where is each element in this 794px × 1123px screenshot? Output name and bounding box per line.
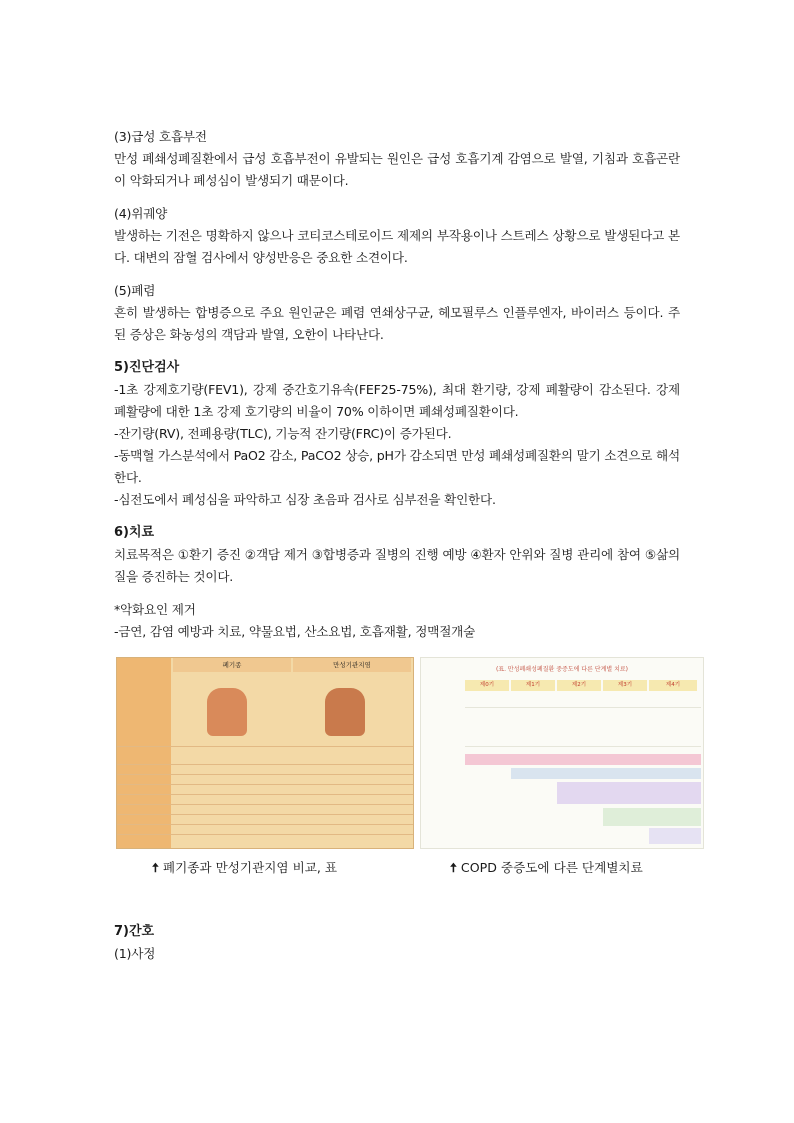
emphysema-bronchitis-table-image: [116, 657, 414, 849]
section-5-title: (5)폐렴: [114, 283, 156, 298]
stage-header: 제3기: [603, 680, 647, 691]
up-arrow-icon: 🠥: [450, 860, 457, 875]
table-row: [117, 774, 413, 775]
stage-header: 제1기: [511, 680, 555, 691]
copd-stage-treatment-table-image: [420, 657, 704, 849]
nursing-subheading: (1)사정: [114, 946, 156, 961]
treatment-subheading: *악화요인 제거: [114, 602, 196, 617]
up-arrow-icon: 🠥: [152, 860, 159, 875]
bronchitis-patient-illustration: [325, 688, 365, 736]
section-3-body: 만성 폐쇄성폐질환에서 급성 호흡부전이 유발되는 원인은 급성 호흡기계 감염으로 발열, 기침과 호흡곤란이 악화되거나 폐성심이 발생되기 때문이다.: [114, 151, 680, 188]
right-caption-text: COPD 중증도에 다른 단계별치료: [460, 860, 643, 875]
table-row: [117, 764, 413, 765]
section-5-body: 흔히 발생하는 합병증으로 주요 원인균은 폐렴 연쇄상구균, 헤모필루스 인플루엔자, 바이러스 등이다. 주된 증상은 화농성의 객담과 발열, 오한이 나타난다.: [114, 305, 680, 342]
treatment-bar: [649, 828, 701, 844]
treatment-bar: [465, 754, 701, 765]
table-row: [465, 712, 701, 747]
table-row: [117, 814, 413, 815]
left-caption-text: 폐기종과 만성기관지염 비교, 표: [162, 860, 338, 875]
treatment-body: 치료목적은 ①환기 증진 ②객담 제거 ③합병증과 질병의 진행 예방 ④환자 안위와 질병 관리에 참여 ⑤삶의 질을 증진하는 것이다.: [114, 547, 680, 584]
section-4-title: (4)위궤양: [114, 206, 168, 221]
treatment-bar: [603, 808, 701, 826]
document-page: [114, 126, 680, 965]
table-row: [117, 804, 413, 805]
treatment-bar: [557, 782, 701, 804]
stage-header: 제4기: [649, 680, 697, 691]
table-label-column: [117, 658, 171, 848]
diagnosis-heading: 5)진단검사: [114, 360, 180, 375]
diagnosis-item-1: -1초 강제호기량(FEV1), 강제 중간호기유속(FEF25-75%), 최대 환기량, 강제 폐활량이 감소된다. 강제 폐활량에 대한 1초 강제 호기량의 비율이 70% 이하이면 폐쇄성폐질환이다.: [114, 382, 680, 419]
emphysema-patient-illustration: [207, 688, 247, 736]
nursing-heading: 7)간호: [114, 924, 155, 939]
diagnosis-item-2: -잔기량(RV), 전폐용량(TLC), 기능적 잔기량(FRC)이 증가된다.: [114, 426, 452, 441]
right-figure-caption: [450, 857, 643, 880]
table-row: [117, 824, 413, 825]
table-row: [117, 784, 413, 785]
section-3-title: (3)급성 호흡부전: [114, 129, 207, 144]
column-header-bronchitis: 만성기관지염: [293, 658, 411, 672]
treatment-list: -금연, 감염 예방과 치료, 약물요법, 산소요법, 호흡재활, 정맥절개술: [114, 624, 476, 639]
left-figure-caption: [152, 857, 337, 880]
stage-header: 제0기: [465, 680, 509, 691]
section-4-body: 발생하는 기전은 명확하지 않으나 코티코스테로이드 제제의 부작용이나 스트레스 상황으로 발생된다고 본다. 대변의 잠혈 검사에서 양성반응은 중요한 소견이다.: [114, 228, 680, 265]
treatment-heading: 6)치료: [114, 525, 155, 540]
stage-header: 제2기: [557, 680, 601, 691]
table-title: (표. 만성폐쇄성폐질환 중증도에 다른 단계별 치료): [495, 666, 629, 673]
table-row: [117, 794, 413, 795]
column-header-emphysema: 폐기종: [173, 658, 291, 672]
figures-row: [114, 657, 680, 897]
table-row: [117, 746, 413, 747]
table-row: [117, 834, 413, 835]
diagnosis-item-3: -동맥혈 가스분석에서 PaO2 감소, PaCO2 상승, pH가 감소되면 만성 폐쇄성폐질환의 말기 소견으로 해석한다.: [114, 448, 680, 485]
table-row: [465, 696, 701, 708]
treatment-bar: [511, 768, 701, 779]
diagnosis-item-4: -심전도에서 폐성심을 파악하고 심장 초음파 검사로 심부전을 확인한다.: [114, 492, 496, 507]
